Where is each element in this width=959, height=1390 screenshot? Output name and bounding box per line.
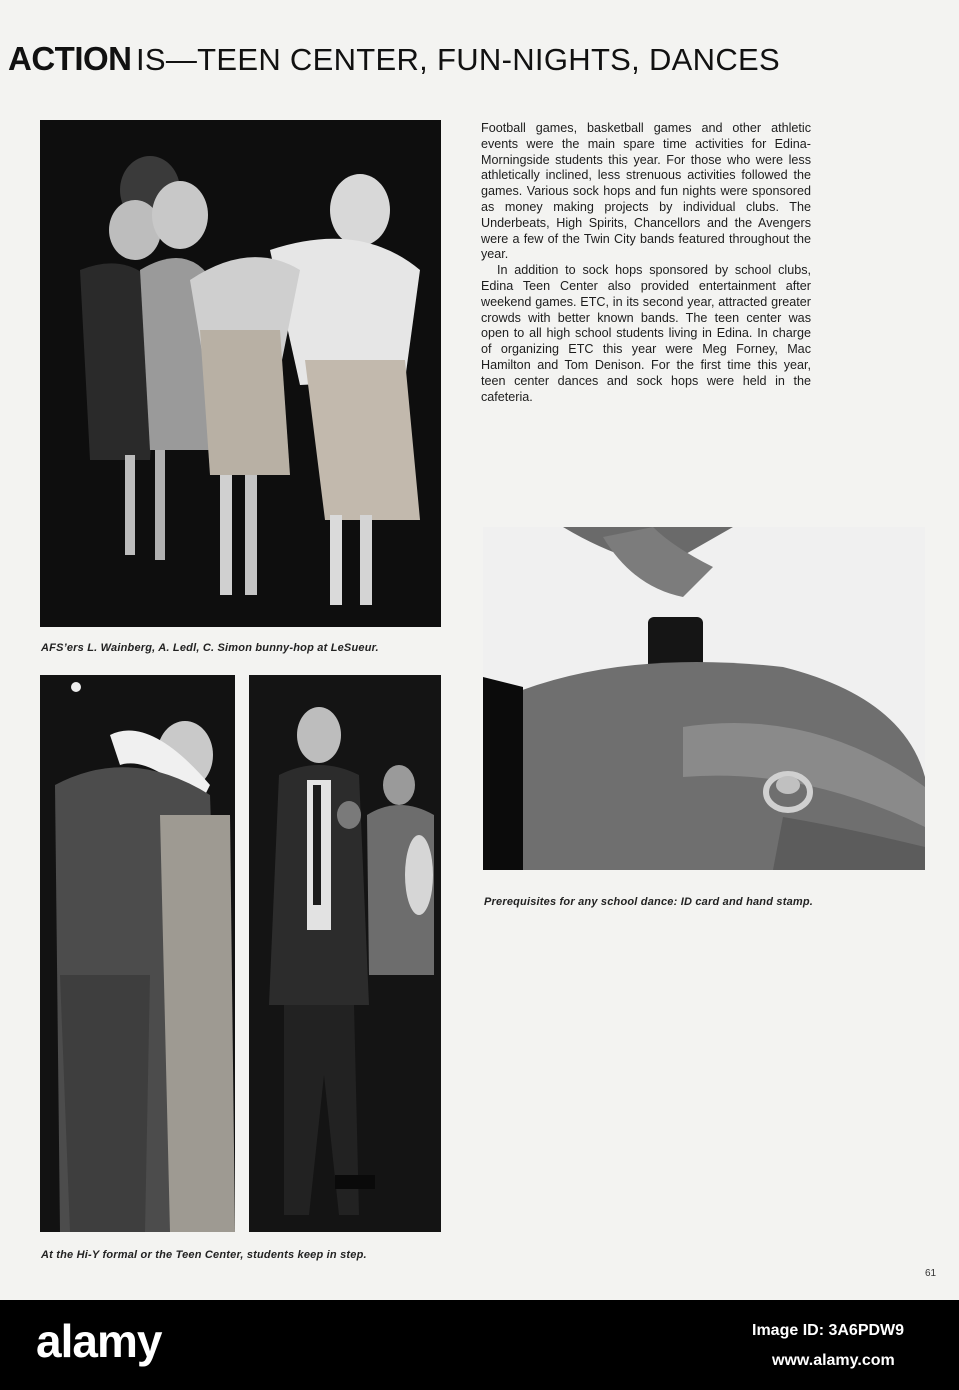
photo-hand-stamp-image (483, 527, 925, 870)
page-title-rest: IS—TEEN CENTER, FUN-NIGHTS, DANCES (135, 42, 780, 77)
article-paragraph-1: Football games, basketball games and other athletic events were the main spare time activities for Edina-Morningside students this year. For those who were less athletically inclined, less strenuous activities followed the games. Various sock hops and fun nights were sponsored as money making projects by individual clubs. The Underbeats, High Spirits, Chancellors and the Avengers were a few of the Twin City bands featured throughout the year. (481, 121, 811, 262)
photo-bunny-hop (40, 120, 441, 627)
stock-logo: alamy (36, 1315, 162, 1367)
article-paragraph-2: In addition to sock hops sponsored by school clubs, Edina Teen Center also provided entertainment after weekend games. ETC, in its second year, attracted greater crowds with better known bands. The teen center was open to all high school students living in Edina. In charge of organizing ETC this year were Meg Forney, Mac Hamilton and Tom Denison. For the first time this year, teen center dances and sock hops were held in the cafeteria. (481, 263, 811, 404)
caption-hand-stamp: Prerequisites for any school dance: ID card and hand stamp. (484, 896, 814, 908)
photo-formal-dance (40, 675, 235, 1232)
photo-teen-center (249, 675, 441, 1232)
photo-formal-dance-image (40, 675, 235, 1232)
photo-hand-stamp (483, 527, 925, 870)
page-title (8, 40, 780, 78)
stock-image-id: Image ID: 3A6PDW9 (752, 1322, 905, 1339)
page-title-bold: ACTION (8, 40, 132, 77)
photo-bunny-hop-image (40, 120, 441, 627)
caption-dancing: At the Hi-Y formal or the Teen Center, students keep in step. (41, 1249, 367, 1261)
stock-url[interactable]: www.alamy.com (772, 1352, 895, 1369)
page-number: 61 (925, 1268, 937, 1279)
article-body (481, 121, 811, 405)
caption-bunny-hop: AFS’ers L. Wainberg, A. Ledl, C. Simon bunny-hop at LeSueur. (41, 642, 379, 654)
photo-teen-center-image (249, 675, 441, 1232)
